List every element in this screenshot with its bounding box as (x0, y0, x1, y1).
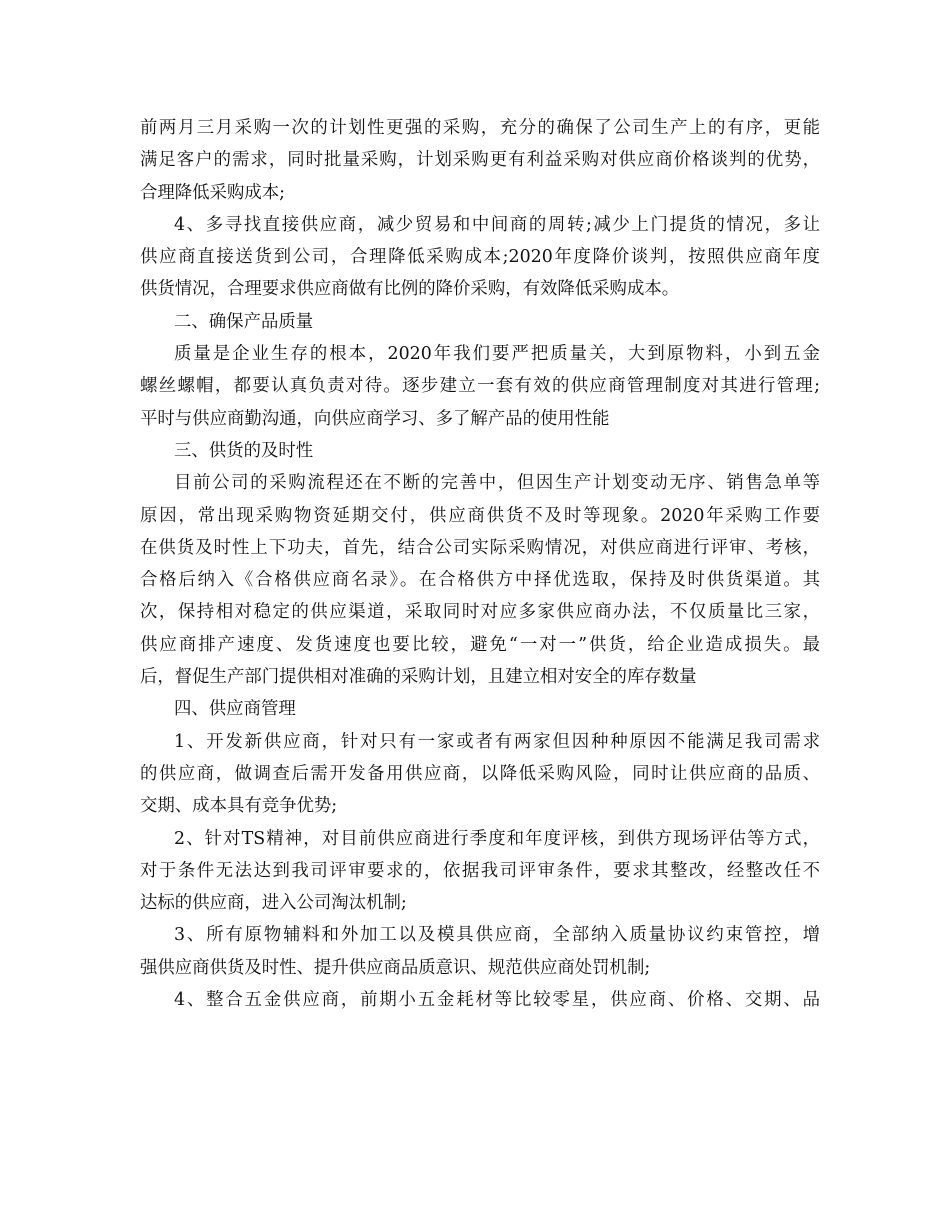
text-line: 供应商排产速度、发货速度也要比较，避免“一对一”供货，给企业造成损失。最 (140, 634, 820, 655)
text-line: 强供应商供货及时性、提升供应商品质意识、规范供应商处罚机制; (140, 957, 651, 978)
text-line: 二、确保产品质量 (174, 311, 314, 332)
text-line: 合理降低采购成本; (140, 182, 285, 203)
text-line: 3、所有原物辅料和外加工以及模具供应商，全部纳入质量协议约束管控，增 (174, 925, 820, 946)
text-line: 螺丝螺帽，都要认真负责对待。逐步建立一套有效的供应商管理制度对其进行管理; (140, 376, 820, 397)
text-line: 供应商直接送货到公司，合理降低采购成本;2020年度降价谈判，按照供应商年度 (140, 247, 820, 268)
text-line: 三、供货的及时性 (174, 440, 314, 461)
text-line: 4、多寻找直接供应商，减少贸易和中间商的周转;减少上门提货的情况，多让 (174, 214, 820, 235)
text-line: 次，保持相对稳定的供应渠道，采取同时对应多家供应商办法，不仅质量比三家， (140, 602, 820, 623)
text-line: 满足客户的需求，同时批量采购，计划采购更有利益采购对供应商价格谈判的优势， (140, 150, 820, 171)
text-line: 达标的供应商，进入公司淘汰机制; (140, 893, 407, 914)
text-line: 交期、成本具有竞争优势; (140, 796, 338, 817)
text-line: 对于条件无法达到我司评审要求的，依据我司评审条件，要求其整改，经整改任不 (140, 860, 820, 881)
text-line: 后，督促生产部门提供相对准确的采购计划，且建立相对安全的库存数量 (140, 667, 697, 688)
text-line: 4、整合五金供应商，前期小五金耗材等比较零星，供应商、价格、交期、品 (174, 990, 820, 1011)
text-line: 原因，常出现采购物资延期交付，供应商供货不及时等现象。2020年采购工作要 (140, 505, 820, 526)
text-line: 前两月三月采购一次的计划性更强的采购，充分的确保了公司生产上的有序，更能 (140, 118, 820, 138)
text-line: 合格后纳入《合格供应商名录》。在合格供方中择优选取，保持及时供货渠道。其 (140, 570, 820, 591)
text-line: 供货情况，合理要求供应商做有比例的降价采购，有效降低采购成本。 (140, 279, 680, 300)
text-line: 质量是企业生存的根本，2020年我们要严把质量关，大到原物料，小到五金 (174, 344, 820, 365)
text-line: 四、供应商管理 (174, 699, 296, 720)
text-line: 2、针对TS精神，对目前供应商进行季度和年度评核，到供方现场评估等方式， (174, 828, 820, 849)
text-line: 在供货及时性上下功夫，首先，结合公司实际采购情况，对供应商进行评审、考核， (140, 537, 820, 558)
text-line: 目前公司的采购流程还在不断的完善中，但因生产计划变动无序、销售急单等 (174, 473, 820, 494)
text-line: 平时与供应商勤沟通，向供应商学习、多了解产品的使用性能 (140, 408, 610, 429)
document-body (140, 112, 820, 1016)
text-line: 1、开发新供应商，针对只有一家或者有两家但因种种原因不能满足我司需求 (174, 731, 820, 752)
text-line: 的供应商，做调查后需开发备用供应商，以降低采购风险，同时让供应商的品质、 (140, 763, 820, 784)
